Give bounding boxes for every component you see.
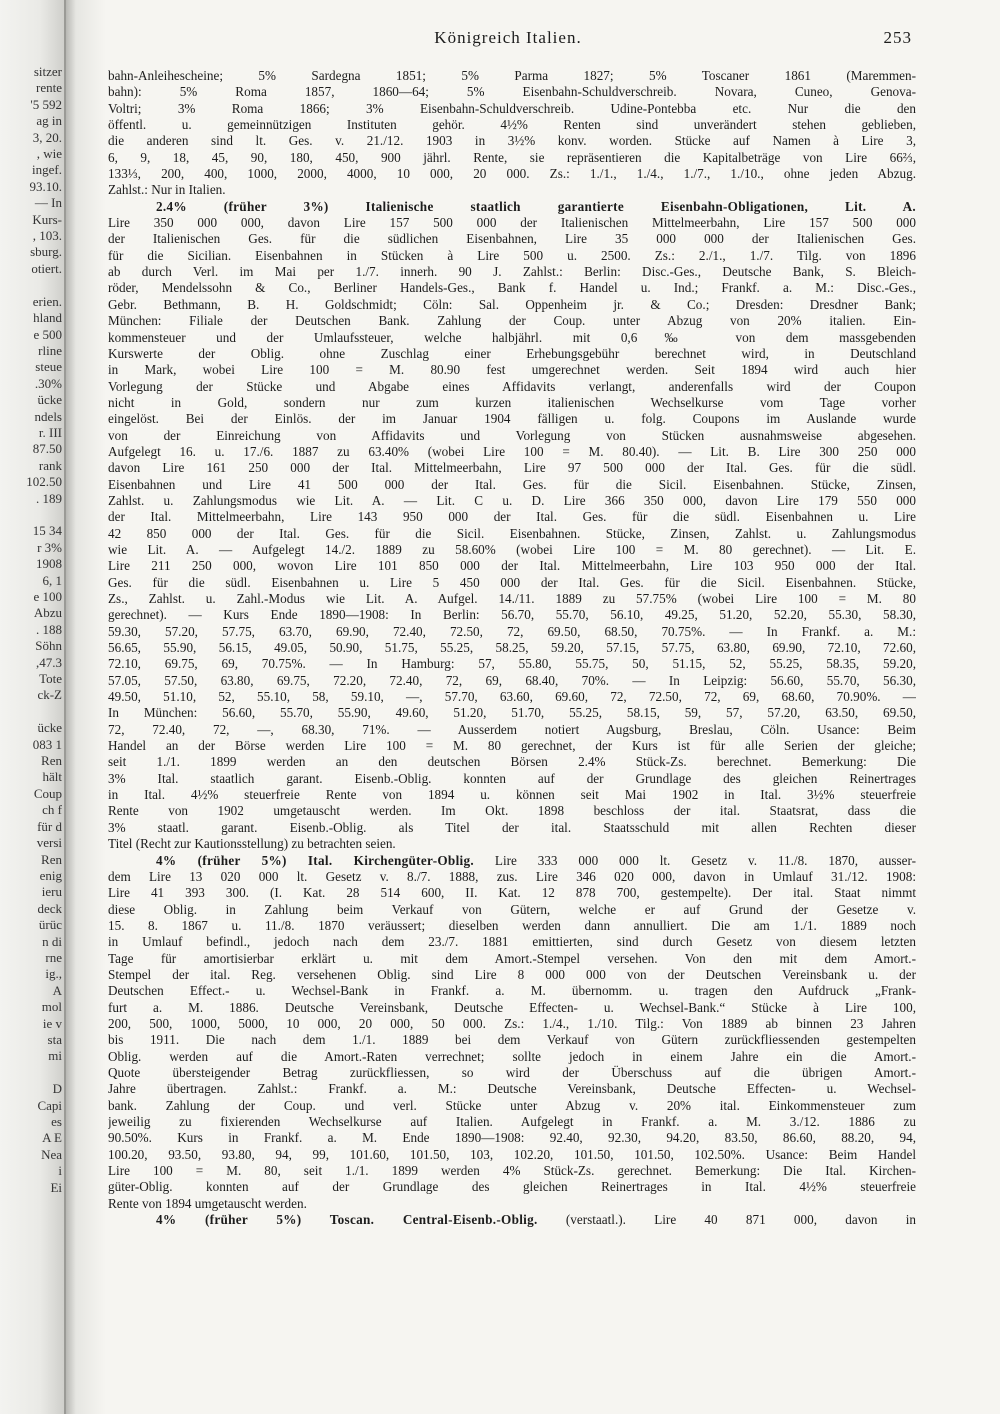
text-line [108,330,916,346]
line-text: güter-Oblig. konnten auf der Grundlage des gleichen Reinertrages in Ital. 4½% steuerfreie [108,1179,916,1195]
margin-fragment: ndels [34,408,62,424]
margin-fragment: ,47.3 [36,654,62,670]
line-text: Deutschen Effect.- u. Wechsel-Bank in Frankf. a. M. übernomm. u. tragen den Aufdruck „Frank- [108,983,916,999]
text-line [108,820,916,836]
text-line [108,1065,916,1081]
line-text: 6, 9, 18, 45, 90, 180, 450, 900 jährl. Rente, sie repräsentieren die Kapitalbeträge von Lire 66⅔, [108,149,916,165]
line-text: bis 1911. Die nach dem 1./1. 1889 bei dem Verkauf von Gütern zurückfliessenden gestempelten [108,1032,916,1048]
text-line [108,428,916,444]
line-text: 3% staatl. garant. Eisenb.-Oblig. als Titel der ital. Staatsschuld mit allen Rechten dieser [108,819,916,835]
page-header [108,28,912,50]
text-line [108,264,916,280]
margin-fragment: sitzer [33,64,62,79]
line-text: 3% Ital. staatlich garant. Eisenb.-Oblig. konnten auf der Grundlage des gleichen Reinertrages [108,770,916,786]
line-text: Lire 211 250 000, wovon Lire 101 850 000 der Ital. Mittelmeerbahn, Lire 103 950 000 der Ital. [108,558,916,574]
text-line [108,738,916,754]
margin-fragment: — In [34,195,62,211]
line-text: jeweilig zu fixierenden Wechselkurse auf Italien. Aufgelegt in Frankf. a. M. 3./12. 1886 zu [108,1114,916,1129]
text-line [108,1163,916,1179]
line-text: Lire 350 000 000, davon Lire 157 500 000 der Italienischen Mittelmeerbahn, Lire 157 500 000 [108,215,916,231]
margin-fragment: ig., [45,966,62,982]
text-line [108,1000,916,1016]
line-text: Kurswerte der Oblig. ohne Zuschlag einer Erhebungsgebühr berechnet wird, in Deutschland [108,345,916,361]
line-text: dem Lire 13 020 000 lt. Gesetz v. 8./7. 1888, zus. Lire 346 020 000, davon in Umlauf 31./12. 1908: [108,868,916,884]
margin-fragment: es [51,1114,62,1129]
line-text: gerechnet). — Kurs Ende 1890—1908: In Berlin: 56.70, 55.70, 56.10, 49.25, 51.20, 52.20, 55.30, 58.30, [108,607,916,623]
section-heading: 4% (früher 5%) Toscan. Central-Eisenb.-Oblig. [156,1212,538,1228]
line-text: Titel (Recht zur Kautionsstellung) zu betrachten seien. [108,836,396,852]
margin-fragment: enig [39,867,62,883]
margin-fragment: rne [45,949,62,965]
text-line [108,771,916,787]
margin-fragment: sta [47,1031,62,1047]
line-text: seit 1./1. 1899 werden an den deutschen Börsen 2.4% Stück-Zs. berechnet. Bemerkung: Die [108,754,916,770]
text-line [108,379,916,395]
margin-fragment: 93.10. [29,178,62,194]
margin-fragment: otiert. [31,260,62,276]
text-line [108,477,916,493]
text-line [108,444,916,460]
text-line [108,983,916,999]
line-text: Rente von 1894 umgetauscht werden. [108,1195,307,1211]
text-line [108,607,916,623]
line-text: diese Oblig. in Zahlung beim Verkauf von Gütern, welche er auf Grund der Gesetze v. [108,901,916,917]
line-text: Ges. für die südl. Eisenbahnen u. Lire 5 450 000 der Ital. Ges. für die Sicil. Eisenbahnen. Stücke, [108,574,916,590]
text-line [108,722,916,738]
line-text: eingelöst. Bei der Einlös. der im Januar 1904 fälligen u. folg. Coupons im Auslande wurde [108,411,916,427]
margin-fragment: Capi [37,1097,62,1113]
line-text: wie Lit. A. — Aufgelegt 14./2. 1889 zu 58.60% (wobei Lire 100 = M. 80 gerechnet). — Lit. E. [108,541,916,557]
margin-fragment: für d [37,818,62,834]
margin-fragment: 3, 20. [32,129,62,145]
margin-fragment: ck-Z [37,687,62,703]
margin-fragment: n di [42,933,62,949]
line-text: der Ital. Mittelmeerbahn, Lire 143 950 000 der Ital. Ges. für die südl. Eisenbahnen u. Lire [108,509,916,525]
margin-fragment: 87.50 [32,441,62,457]
margin-fragment: rente [36,80,62,96]
margin-fragment: mol [41,999,62,1015]
text-line [108,1212,916,1228]
line-text: öffentl. u. gemeinnützigen Instituten gehör. 4½% Renten sind unverändert stehen geblieben, [108,117,916,133]
text-line [108,1179,916,1195]
margin-fragment: rank [38,457,62,473]
text-line [108,117,916,133]
page-number: 253 [883,28,912,47]
line-text: die anderen sind lt. Ges. v. 21./12. 1903 in 3½% konv. worden. Stücke auf Namen à Lire 3, [108,133,916,149]
line-text: 90.50%. Kurs in Frankf. a. M. Ende 1890—1908: 92.40, 92.30, 94.20, 83.50, 86.60, 88.20, 94, [108,1130,916,1146]
margin-fragment: hält [42,769,62,785]
text-line [108,656,916,672]
text-line [108,526,916,542]
line-text: Handel an der Börse werden Lire 100 = M. 80 gerechnet, der Kurs ist für alle Serien der gleiche; [108,738,916,754]
margin-fragment [0,1065,64,1081]
text-line [108,624,916,640]
margin-fragment: , wie [36,146,62,162]
text-line [108,853,916,869]
line-text: ab durch Verl. im Mai per 1./7. innerh. 90 J. Zahlst.: Berlin: Disc.-Ges., Deutsche Bank, S. Bleich- [108,264,916,280]
margin-fragment: ieru [41,884,62,900]
text-line [108,1081,916,1097]
text-line [108,885,916,901]
margin-fragment: ie v [42,1015,62,1031]
text-line [108,542,916,558]
line-text: für die Sicilian. Eisenbahnen in Stücken à Lire 500 u. 2500. Zs.: 2./1., 1./7. Tilg. von 1896 [108,247,916,263]
text-line [108,951,916,967]
margin-fragment [0,704,64,720]
line-text: der Italienischen Ges. für die südlichen Eisenbahnen, Lire 35 000 000 der Italienischen Ges. [108,231,916,247]
margin-fragment: '5 592 [30,96,62,112]
text-line [108,934,916,950]
line-text: Lire 100 = M. 80, seit 1./1. 1899 werden 4% Stück-Zs. gerechnet. Bemerkung: Die Ital. Kirchen- [108,1163,916,1179]
line-text: furt a. M. 1886. Deutsche Vereinsbank, Deutsche Effecten- u. Wechsel-Bank.“ Stücke à Lire 100, [108,999,916,1015]
line-text: Zahlst.: Nur in Italien. [108,182,226,198]
text-line [108,297,916,313]
margin-fragment [0,507,64,523]
text-line [108,689,916,705]
line-text: Lire 333 000 000 lt. Gesetz v. 11./8. 1870, ausser- [474,852,916,868]
line-text: Rente von 1902 umgetauscht werden. Im Okt. 1898 beschloss der ital. Staatsrat, dass die [108,803,916,819]
margin-fragment: Coup [33,785,62,801]
text-line [108,1114,916,1130]
line-text: röder, Mendelssohn & Co., Berliner Handels-Ges., Bank f. Handel u. Ind.; Frankf. a. M.: Disc.-Ges., [108,280,916,296]
margin-fragment: steue [35,359,62,375]
margin-fragment: Ren [41,753,62,769]
text-line [108,133,916,149]
text-line [108,803,916,819]
text-line [108,787,916,803]
margin-fragment: ingef. [32,162,62,178]
text-line [108,575,916,591]
text-line [108,1130,916,1146]
margin-fragment: ücke [37,720,62,736]
line-text: Zs., Zahlst. u. Zahl.-Modus wie Lit. A. Aufgel. 14./11. 1889 zu 57.75% (wobei Lire 100 = M. 80 [108,591,916,606]
margin-fragment: r. III [38,424,62,440]
margin-fragment [0,277,64,293]
text-line [108,493,916,509]
margin-fragment: A [52,982,62,998]
margin-fragment: Ei [50,1179,62,1195]
text-line [108,248,916,264]
margin-fragment: .30% [34,375,62,391]
text-line [108,1196,916,1212]
line-text: bahn-Anleihescheine; 5% Sardegna 1851; 5% Parma 1827; 5% Toscaner 1861 (Maremmen- [108,68,916,83]
line-text: 72.10, 69.75, 69, 70.75%. — In Hamburg: 57, 55.80, 55.75, 50, 51.15, 52, 55.25, 58.35, 59.20, [108,656,916,672]
line-text: Jahre übertragen. Zahlst.: Frankf. a. M.: Deutsche Vereinsbank, Deutsche Effecten- u. Wechsel- [108,1081,916,1097]
margin-fragment: 083 1 [32,736,62,752]
line-text: Stempel der ital. Reg. versehenen Oblig. sind Lire 8 000 000 von der Deutschen Vereinsbank u. der [108,966,916,982]
text-line [108,1147,916,1163]
line-text: Oblig. werden auf die Amort.-Raten verrechnet; sollte jedoch in einem Jahre ein die Amort.- [108,1048,916,1064]
text-line [108,967,916,983]
margin-fragment: ch f [42,802,62,818]
text-line [108,166,916,182]
line-text: in Ital. 4½% steuerfreie Rente von 1894 u. können seit Mai 1902 in Ital. 3½% steuerfreie [108,787,916,803]
line-text: in Umlauf befindl., jedoch nach dem 23./7. 1881 emittierten, sind durch Gesetz von diesem letzten [108,934,916,950]
previous-page-fragments [0,64,64,1196]
line-text: kommensteuer und der Umlaufssteuer, welche halbjährl. mit 0,6‰ von dem massgebenden [108,329,916,345]
text-line [108,215,916,231]
margin-fragment: 15 34 [32,523,62,539]
margin-fragment: . 188 [36,621,62,637]
text-line [108,558,916,574]
text-line [108,182,916,198]
line-text: 57.05, 57.50, 63.80, 69.75, 72.20, 72.40, 72, 69, 68.40, 70%. — In Leipzig: 56.60, 55.70, 56.30, [108,672,916,688]
margin-fragment: , 103. [32,228,62,244]
text-line [108,280,916,296]
text-line [108,1032,916,1048]
line-text: von der Einreichung von Affidavits und Vorlegung von Stücken ausnahmsweise abgesehen. [108,427,916,443]
text-line [108,150,916,166]
margin-fragment: 6, 1 [42,572,62,588]
margin-fragment: Kurs- [32,211,62,227]
line-text: Zahlst. u. Zahlungsmodus wie Lit. A. — Lit. C u. D. Lire 366 350 000, davon Lire 179 550 000 [108,492,916,508]
margin-fragment: ürüc [38,917,62,933]
page-spine-shadow [66,0,106,1414]
margin-fragment: Abzu [33,605,62,621]
body-text [108,68,916,1228]
line-text: 49.50, 51.10, 52, 55.10, 58, 59.10, —, 57.70, 63.60, 69.60, 72, 72.50, 72, 69, 68.60, 70.90%. — [108,689,916,705]
margin-fragment: deck [37,900,62,916]
line-text: 15. 8. 1867 u. 11./8. 1870 veräussert; dieselben werden dann annulliert. Die am 1./1. 1889 noch [108,917,916,933]
line-text: Lire 41 393 300. (I. Kat. 28 514 600, II. Kat. 12 878 700, gestempelte). Der ital. Staat nimmt [108,885,916,901]
margin-fragment: D [52,1081,62,1097]
line-text: 133⅓, 200, 400, 1000, 2000, 4000, 10 000, 20 000. Zs.: 1./1., 1./4., 1./7., 1./10., ohne jeden Abzug. [108,166,916,182]
line-text: München: Filiale der Deutschen Bank. Zahlung der Coup. unter Abzug von 20% italien. Ein- [108,313,916,329]
margin-fragment: versi [36,835,62,851]
line-text: (verstaatl.). Lire 40 871 000, davon in [537,1212,916,1228]
line-text: Gebr. Bethmann, B. H. Goldschmidt; Cöln: Sal. Oppenheim jr. & Co.; Dresden: Dresdner Bank; [108,296,916,312]
text-line [108,411,916,427]
text-line [108,1016,916,1032]
text-line [108,918,916,934]
text-line [108,84,916,100]
text-line [108,346,916,362]
margin-fragment: e 100 [33,589,62,604]
margin-fragment: sburg. [30,244,62,260]
margin-fragment: ücke [37,392,62,408]
margin-fragment: A E [42,1130,62,1146]
margin-fragment: Söhn [35,638,62,654]
margin-fragment: hland [33,310,62,326]
margin-fragment: i [58,1163,62,1179]
text-line [108,1049,916,1065]
line-text: bank. Zahlung der Coup. und verl. Stücke unter Abzug v. 20% ital. Einkommensteuer zum [108,1097,916,1113]
text-line [108,754,916,770]
margin-fragment: ag in [36,113,62,129]
section-heading: 2.4% (früher 3%) Italienische staatlich garantierte Eisenbahn-Obligationen, Lit. A. [156,198,916,214]
text-line [108,869,916,885]
margin-fragment: Ren [41,851,62,867]
text-line [108,362,916,378]
line-text: Aufgelegt 16. u. 17./6. 1887 zu 63.40% (wobei Lire 100 = M. 80.40). — Lit. B. Lire 300 250 000 [108,443,916,459]
text-line [108,395,916,411]
line-text: Tage für amortisierbar erklärt u. mit dem Amort.-Stempel versehen. Von den mit dem Amort.- [108,950,916,966]
margin-fragment: r 3% [37,539,62,555]
text-line [108,705,916,721]
line-text: 72, 72.40, 72, —, 68.30, 71%. — Ausserdem notiert Augsburg, Breslau, Cöln. Usance: Beim [108,721,916,737]
section-heading: 4% (früher 5%) Ital. Kirchengüter-Oblig. [156,852,474,868]
text-line [108,313,916,329]
text-line [108,199,916,215]
running-title: Königreich Italien. [434,28,582,47]
line-text: nicht in Gold, sondern nur zum kurzen italienischen Wechselkurse vom Tage vorher [108,394,916,410]
margin-fragment: . 189 [36,490,62,506]
line-text: Quote übersteigender Betrag zurückfliessen, so wird der Überschuss auf die übrigen Amort.- [108,1064,916,1080]
text-line [108,460,916,476]
line-text: davon Lire 161 250 000 der Ital. Mittelmeerbahn, Lire 97 500 000 der Ital. Ges. für die südl. [108,460,916,476]
text-line [108,1098,916,1114]
margin-fragment: 102.50 [26,474,62,490]
text-line [108,902,916,918]
line-text: Eisenbahnen und Lire 41 500 000 der Ital. Ges. für die Sicil. Eisenbahnen. Stücke, Zinsen, [108,476,916,492]
line-text: 200, 500, 1000, 5000, 10 000, 20 000, 50 000. Zs.: 1./4., 1./10. Tilg.: Von 1889 ab binnen 23 Jahren [108,1015,916,1031]
text-line [108,101,916,117]
text-line [108,673,916,689]
line-text: 42 850 000 der Ital. Ges. für die Sicil. Eisenbahnen. Stücke, Zinsen, Zahlst. u. Zahlungsmodus [108,525,916,541]
line-text: 100.20, 93.50, 93.80, 94, 99, 101.60, 101.50, 103, 102.20, 101.50, 101.50, 102.50%. Usance: Beim Handel [108,1146,916,1162]
text-line [108,231,916,247]
margin-fragment: rline [38,342,62,358]
line-text: 59.30, 57.20, 57.75, 63.70, 69.90, 72.40, 72.50, 72, 69.50, 68.50, 70.75%. — In Frankf. a. M.: [108,623,916,639]
line-text: In München: 56.60, 55.70, 55.90, 49.60, 51.20, 51.70, 55.25, 58.15, 59, 57, 57.20, 63.50, 69.50, [108,705,916,721]
margin-fragment: Nea [41,1146,62,1162]
margin-fragment: mi [48,1048,62,1064]
line-text: in Mark, wobei Lire 100 = M. 80.90 fest umgerechnet werden. Seit 1894 wird auch hier [108,362,916,378]
line-text: Vorlegung der Stücke und Abgabe eines Affidavits verlangt, anderenfalls wird der Coupon [108,378,916,394]
margin-fragment: 1908 [36,556,62,572]
text-line [108,836,916,852]
text-line [108,591,916,607]
line-text: bahn): 5% Roma 1857, 1860—64; 5% Eisenbahn-Schuldverschreib. Novara, Cuneo, Genova- [108,84,916,100]
text-line [108,68,916,84]
margin-fragment: erien. [32,293,62,309]
line-text: Voltri; 3% Roma 1866; 3% Eisenbahn-Schuldverschreib. Udine-Pontebba etc. Nur die den [108,100,916,116]
margin-fragment: Tote [39,671,62,687]
line-text: 56.65, 55.90, 56.15, 49.05, 50.90, 51.75, 55.25, 58.25, 59.20, 57.15, 57.75, 63.80, 69.90, 72.10, 72.60, [108,640,916,656]
text-line [108,640,916,656]
text-line [108,509,916,525]
margin-fragment: e 500 [33,326,62,342]
